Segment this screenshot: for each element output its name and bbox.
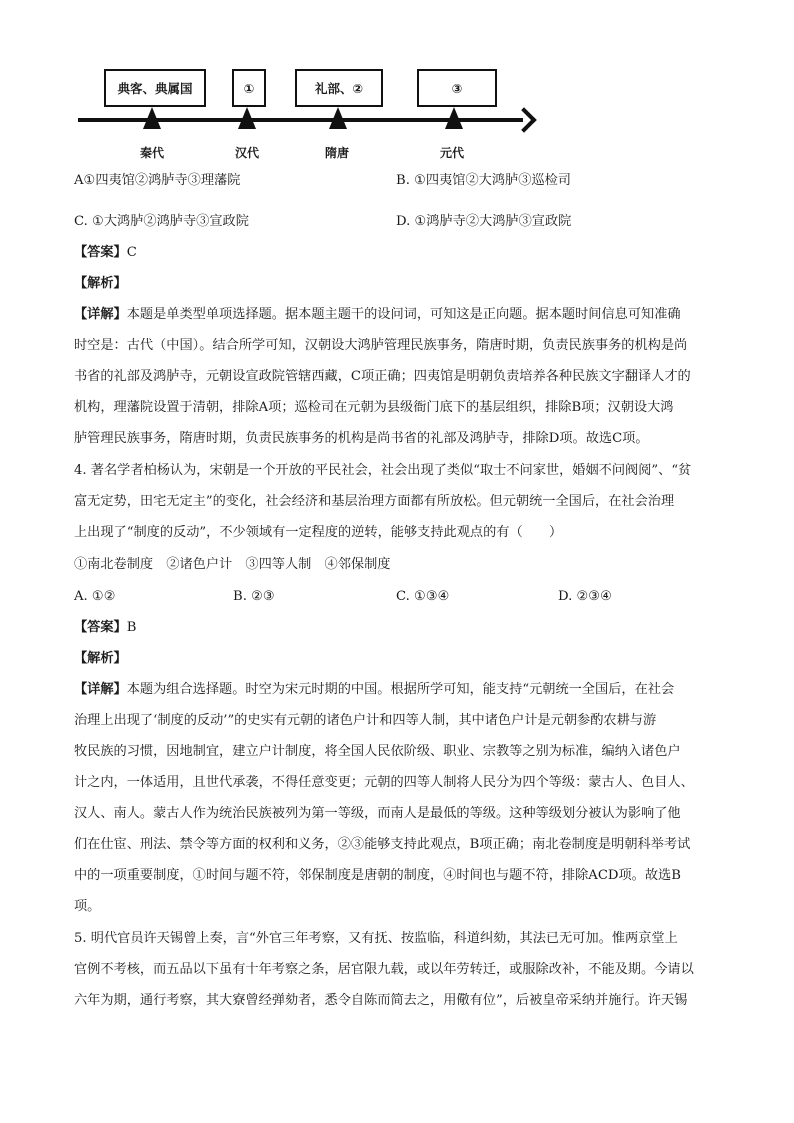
- timeline-label-suitang: 隋唐: [324, 146, 350, 160]
- q4-detail-line: 治理上出现了‘制度的反动’”的史实有元朝的诸色户计和四等人制，其中诸色户计是元朝参酌农耕与游: [74, 713, 657, 728]
- q4-analysis-tag: 【解析】: [74, 651, 127, 666]
- q4-answer-tag: 【答案】: [74, 620, 127, 635]
- q4-option-c: C. ①③④: [396, 589, 450, 604]
- q4-stem-line: 4. 著名学者柏杨认为，宋朝是一个开放的平民社会，社会出现了类似“取士不问家世，婚姻不问阀阅”、“贫: [74, 463, 692, 478]
- timeline-box-suitang: 礼部、②: [295, 69, 383, 107]
- q3-option-d: D. ①鸿胪寺②大鸿胪③宣政院: [396, 214, 572, 229]
- q4-detail-line: 项。: [74, 899, 101, 914]
- timeline-box-yuan: ③: [417, 69, 497, 107]
- q4-items: ①南北卷制度 ②诸色户计 ③四等人制 ④邻保制度: [74, 557, 391, 572]
- q4-answer-value: B: [126, 620, 137, 635]
- q4-option-b: B. ②③: [233, 589, 275, 604]
- q3-option-a: A①四夷馆②鸿胪寺③理藩院: [74, 173, 241, 188]
- q3-option-c: C. ①大鸿胪②鸿胪寺③宣政院: [74, 214, 249, 229]
- q3-detail-line: 胪管理民族事务，隋唐时期，负责民族事务的机构是尚书省的礼部及鸿胪寺，排除D项。故选C项。: [74, 431, 649, 446]
- q4-stem-line: 上出现了“制度的反动”，不少领域有一定程度的逆转，能够支持此观点的有（ ）: [74, 525, 563, 540]
- q4-detail-line: 们在仕宦、刑法、禁令等方面的权利和义务，②③能够支持此观点，B项正确；南北卷制度是明朝科举考试: [74, 837, 691, 852]
- q3-answer-tag: 【答案】: [74, 245, 127, 260]
- timeline-box-han: ①: [232, 69, 266, 107]
- q4-detail-line: 汉人、南人。蒙古人作为统治民族被列为第一等级，而南人是最低的等级。这种等级划分被认为影响了他: [74, 806, 681, 821]
- timeline-marker-suitang: [329, 107, 347, 129]
- q3-answer: [74, 243, 137, 263]
- q3-option-b: B. ①四夷馆②大鸿胪③巡检司: [396, 173, 571, 188]
- q4-detail-tag: 【详解】: [74, 682, 127, 697]
- q4-detail-line: 中的一项重要制度，①时间与题不符，邻保制度是唐朝的制度，④时间也与题不符，排除ACD项。故选B: [74, 868, 681, 883]
- q4-option-d: D. ②③④: [558, 589, 612, 604]
- q4-detail-line: 【详解】本题为组合选择题。时空为宋元时期的中国。根据所学可知，能支持“元朝统一全国后，在社会: [74, 682, 675, 697]
- timeline-marker-yuan: [445, 107, 463, 129]
- timeline-label-yuan: 元代: [439, 146, 465, 160]
- timeline-marker-qin: [143, 107, 161, 129]
- q3-detail-line: 【详解】本题是单类型单项选择题。据本题主题干的设问词，可知这是正向题。据本题时间信息可知准确: [74, 307, 681, 322]
- q4-detail-line: 计之内，一体适用，且世代承袭，不得任意变更；元朝的四等人制将人民分为四个等级：蒙古人、色目人、: [74, 775, 694, 790]
- q4-answer: [74, 618, 136, 638]
- q3-answer-value: C: [126, 245, 137, 260]
- q3-analysis-tag: 【解析】: [74, 276, 127, 291]
- q5-stem-line: 官例不考核，而五品以下虽有十年考察之条，居官限九载，或以年劳转迁，或服除改补，不能及期。今请以: [74, 962, 694, 977]
- q4-stem-line: 富无定势，田宅无定主”的变化，社会经济和基层治理方面都有所放松。但元朝统一全国后，在社会治理: [74, 494, 675, 509]
- timeline-label-han: 汉代: [234, 146, 260, 160]
- q4-detail-line: 牧民族的习惯，因地制宜，建立户计制度，将全国人民依阶级、职业、宗教等之别为标准，编纳入诸色户: [74, 744, 681, 759]
- q3-detail-tag: 【详解】: [74, 307, 127, 322]
- timeline-arrowhead: [511, 107, 536, 132]
- timeline-label-qin: 秦代: [139, 146, 165, 160]
- q4-option-a: A. ①②: [74, 589, 116, 604]
- timeline-box-qin: 典客、典属国: [104, 69, 206, 107]
- timeline-marker-han: [238, 107, 256, 129]
- q3-detail-line: 书省的礼部及鸿胪寺，元朝设宣政院管辖西藏，C项正确；四夷馆是明朝负责培养各种民族文字翻译人才的: [74, 369, 691, 384]
- q3-detail-line: 机构，理藩院设置于清朝，排除A项；巡检司在元朝为县级衙门底下的基层组织，排除B项；汉朝设大鸿: [74, 400, 674, 415]
- q5-stem-line: 六年为期，通行考察，其大寮曾经弹劾者，悉令自陈而简去之，用儆有位”，后被皇帝采纳并施行。许天锡: [74, 993, 688, 1008]
- q3-detail-line: 时空是：古代（中国）。结合所学可知，汉朝设大鸿胪管理民族事务，隋唐时期，负责民族事务的机构是尚: [74, 338, 688, 353]
- q5-stem-line: 5. 明代官员许天锡曾上奏，言“外官三年考察，又有抚、按监临，科道纠劾，其法已无可加。惟两京堂上: [74, 931, 678, 946]
- timeline-diagram: [74, 60, 544, 165]
